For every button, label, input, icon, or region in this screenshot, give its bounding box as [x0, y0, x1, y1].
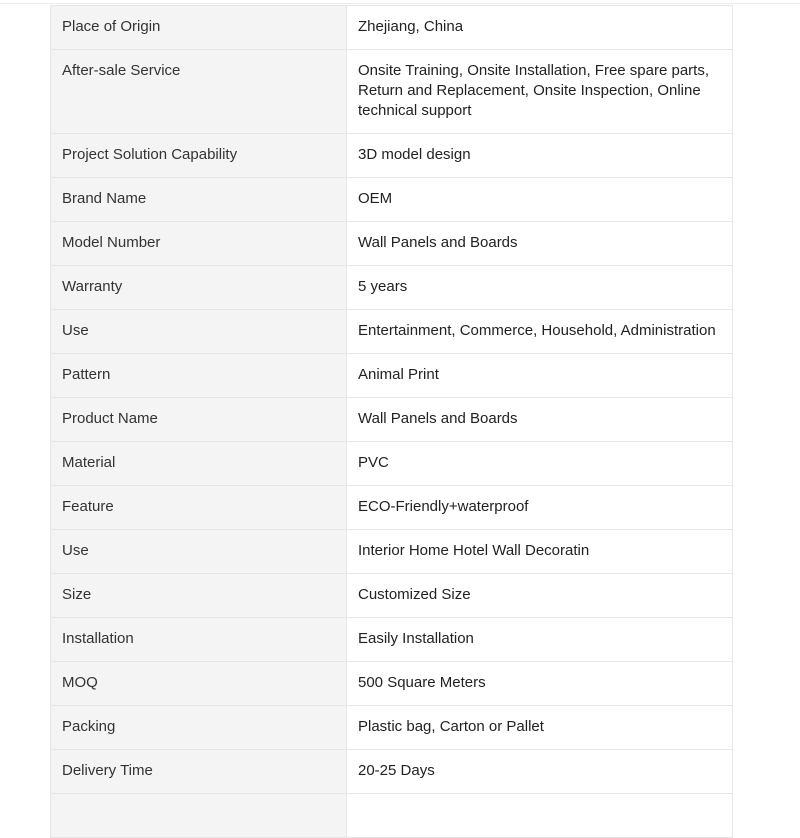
table-row — [51, 530, 733, 574]
table-row — [51, 618, 733, 662]
spec-value: Wall Panels and Boards — [347, 398, 733, 442]
spec-label: Material — [51, 442, 347, 486]
spec-value: 500 Square Meters — [347, 662, 733, 706]
spec-value: PVC — [347, 442, 733, 486]
spec-value: Entertainment, Commerce, Household, Administration — [347, 310, 733, 354]
table-row-partial — [51, 794, 733, 838]
top-divider — [0, 3, 800, 4]
spec-value-empty — [347, 794, 733, 838]
spec-value: Customized Size — [347, 574, 733, 618]
table-row — [51, 398, 733, 442]
table-row — [51, 706, 733, 750]
spec-label: Brand Name — [51, 178, 347, 222]
table-row — [51, 50, 733, 134]
table-row — [51, 486, 733, 530]
spec-label: Packing — [51, 706, 347, 750]
spec-label: Size — [51, 574, 347, 618]
spec-label: Project Solution Capability — [51, 134, 347, 178]
spec-label: MOQ — [51, 662, 347, 706]
spec-value: Interior Home Hotel Wall Decoratin — [347, 530, 733, 574]
table-row — [51, 442, 733, 486]
table-row — [51, 6, 733, 50]
table-row — [51, 266, 733, 310]
spec-value: Wall Panels and Boards — [347, 222, 733, 266]
spec-value: OEM — [347, 178, 733, 222]
spec-value: 3D model design — [347, 134, 733, 178]
spec-label: Delivery Time — [51, 750, 347, 794]
table-row — [51, 134, 733, 178]
spec-label: Warranty — [51, 266, 347, 310]
spec-label: Use — [51, 310, 347, 354]
spec-value: Easily Installation — [347, 618, 733, 662]
spec-label: Model Number — [51, 222, 347, 266]
product-spec-table — [50, 5, 733, 838]
spec-value: 20-25 Days — [347, 750, 733, 794]
spec-label: Place of Origin — [51, 6, 347, 50]
spec-label: Use — [51, 530, 347, 574]
spec-value: Onsite Training, Onsite Installation, Free spare parts, Return and Replacement, Onsite Inspection, Online technical support — [347, 50, 733, 134]
table-row — [51, 574, 733, 618]
spec-label: Installation — [51, 618, 347, 662]
spec-value: 5 years — [347, 266, 733, 310]
spec-value: Zhejiang, China — [347, 6, 733, 50]
table-row — [51, 662, 733, 706]
spec-value: Animal Print — [347, 354, 733, 398]
table-row — [51, 750, 733, 794]
spec-value: Plastic bag, Carton or Pallet — [347, 706, 733, 750]
spec-label: After-sale Service — [51, 50, 347, 134]
table-row — [51, 222, 733, 266]
spec-value: ECO-Friendly+waterproof — [347, 486, 733, 530]
table-row — [51, 178, 733, 222]
table-row — [51, 310, 733, 354]
spec-label: Pattern — [51, 354, 347, 398]
spec-label: Feature — [51, 486, 347, 530]
spec-label: Product Name — [51, 398, 347, 442]
spec-label-empty — [51, 794, 347, 838]
table-row — [51, 354, 733, 398]
